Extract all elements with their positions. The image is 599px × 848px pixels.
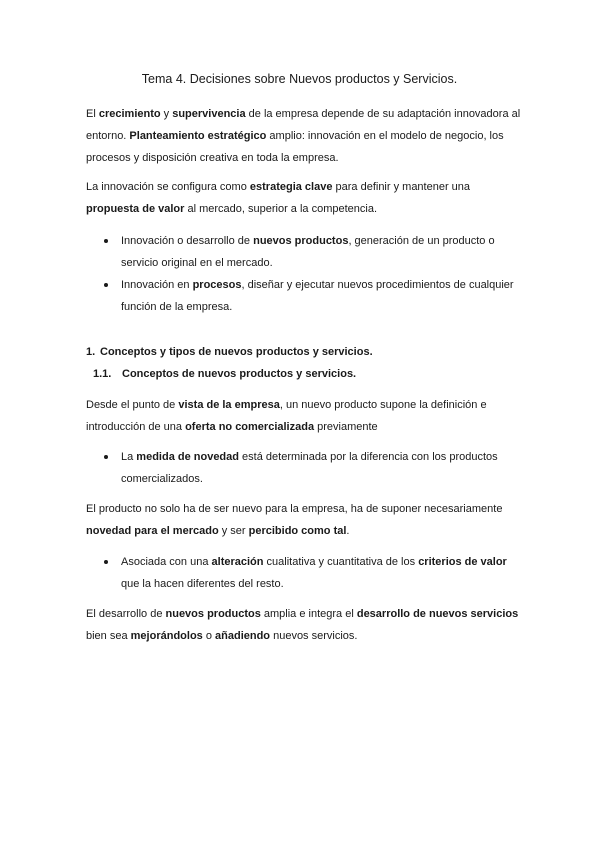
bold-text: supervivencia [172, 108, 246, 120]
text-run: está determinada por la diferencia con los productos comercializados. [121, 451, 498, 485]
bold-text: vista de la empresa [178, 399, 280, 411]
text-run: , generación de un producto o servicio original en el mercado. [121, 235, 495, 269]
bold-text: percibido como tal [248, 525, 347, 537]
text-run: El producto no solo ha de ser nuevo para la empresa, ha de suponer necesariamente [86, 503, 503, 515]
bold-text: estrategia clave [249, 181, 333, 193]
definition-paragraph [86, 394, 526, 438]
bullet-icon [104, 446, 110, 468]
bold-text: novedad para el mercado [86, 525, 219, 537]
section-heading [86, 341, 373, 363]
bullet-icon [104, 274, 110, 296]
intro-paragraph [86, 103, 526, 169]
text-run: bien sea [86, 630, 131, 642]
text-run: amplia e integra el [260, 608, 357, 620]
bold-text: procesos [192, 279, 242, 291]
section-heading-text: Conceptos y tipos de nuevos productos y servicios. [100, 346, 373, 358]
list-item [121, 230, 526, 274]
bold-text: crecimiento [98, 108, 161, 120]
subsection-heading-text: Conceptos de nuevos productos y servicios. [122, 368, 357, 380]
bold-text: nuevos productos [165, 608, 261, 620]
bold-text: medida de novedad [136, 451, 239, 463]
bold-text: criterios de valor [418, 556, 507, 568]
market-novelty-paragraph [86, 498, 526, 542]
subsection-number: 1.1. [93, 368, 112, 380]
text-run: La innovación se configura como [86, 181, 250, 193]
bullet-icon [104, 551, 110, 573]
text-run: que la hacen diferentes del resto. [121, 578, 284, 590]
list-item [121, 446, 526, 490]
bold-text: mejorándolos [130, 630, 203, 642]
text-run: Innovación en [121, 279, 193, 291]
text-run: El [86, 108, 99, 120]
subsection-heading [93, 363, 356, 385]
page-title: Tema 4. Decisiones sobre Nuevos productos y Servicios. [141, 72, 458, 86]
text-run: cualitativa y cuantitativa de los [263, 556, 419, 568]
innovation-paragraph [86, 176, 526, 220]
text-run: amplio: innovación en el modelo de negocio, los procesos y disposición creativa en toda la empresa. [86, 130, 504, 164]
text-run: Innovación o desarrollo de [121, 235, 254, 247]
text-run: . [346, 525, 350, 537]
text-run: nuevos servicios. [270, 630, 358, 642]
bold-text: propuesta de valor [86, 203, 185, 215]
text-run: o [202, 630, 216, 642]
bold-text: añadiendo [215, 630, 271, 642]
bullet-icon [104, 230, 110, 252]
bold-text: alteración [211, 556, 264, 568]
text-run: Desde el punto de [86, 399, 179, 411]
section-number: 1. [86, 346, 96, 358]
bold-text: nuevos productos [253, 235, 349, 247]
text-run: , diseñar y ejecutar nuevos procedimientos de cualquier función de la empresa. [121, 279, 514, 313]
bold-text: Planteamiento estratégico [129, 130, 267, 142]
text-run: para definir y mantener una [332, 181, 471, 193]
text-run: y ser [218, 525, 249, 537]
bold-text: desarrollo de nuevos servicios [356, 608, 519, 620]
text-run: Asociada con una [121, 556, 212, 568]
text-run: El desarrollo de [86, 608, 166, 620]
text-run: al mercado, superior a la competencia. [184, 203, 378, 215]
text-run: de la empresa depende de su adaptación innovadora al entorno. [86, 108, 521, 142]
list-item [121, 551, 526, 595]
bold-text: oferta no comercializada [185, 421, 315, 433]
services-paragraph [86, 603, 526, 647]
text-run: , un nuevo producto supone la definición e introducción de una [86, 399, 487, 433]
list-item [121, 274, 526, 318]
text-run: y [160, 108, 173, 120]
text-run: previamente [314, 421, 378, 433]
text-run: La [121, 451, 137, 463]
